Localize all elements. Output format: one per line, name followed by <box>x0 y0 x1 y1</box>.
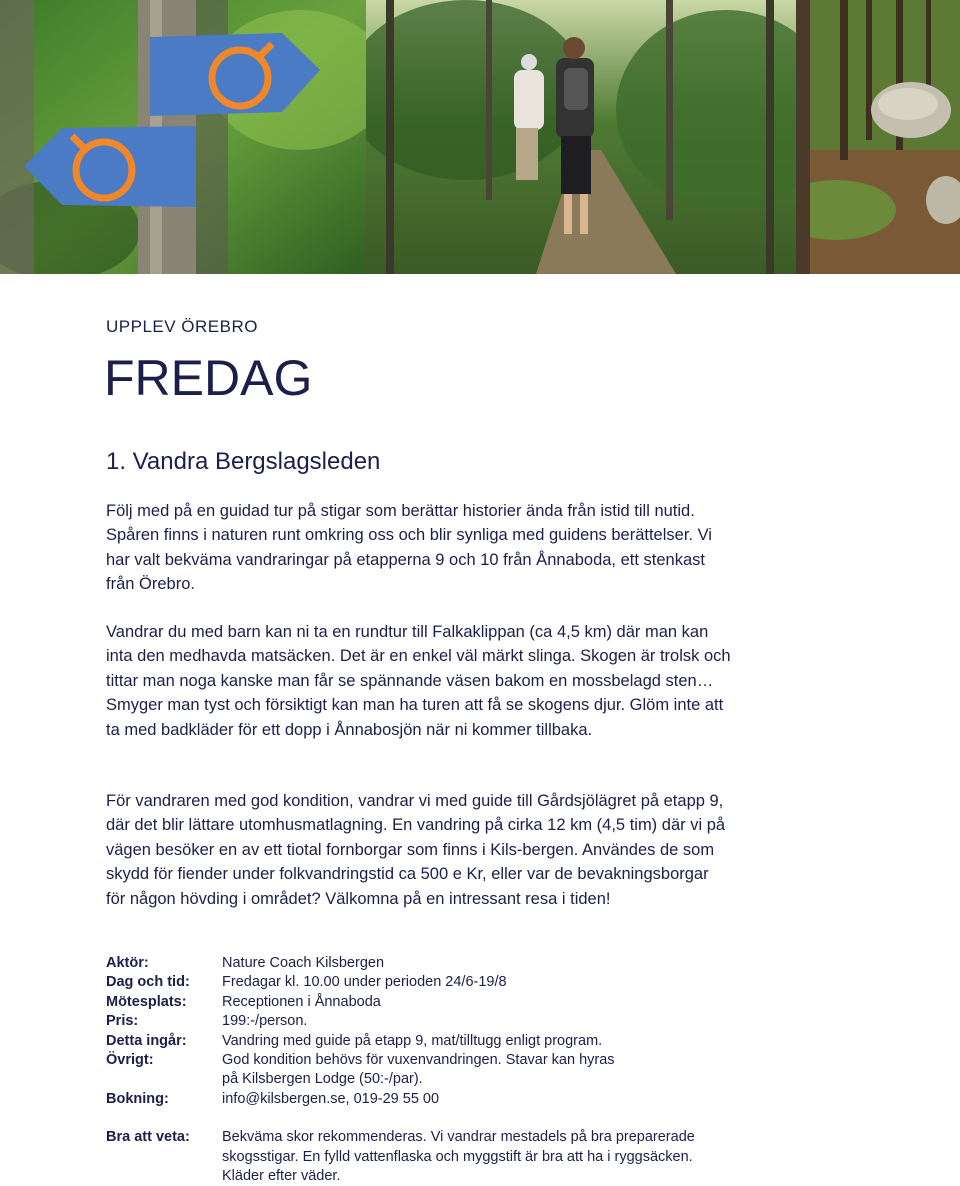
other-label: Övrigt: <box>106 1052 154 1069</box>
forest-photo <box>796 0 960 274</box>
included-label: Detta ingår: <box>106 1032 187 1049</box>
info-row-good-to-know <box>106 1128 726 1186</box>
page-title: FREDAG <box>104 350 313 406</box>
info-row-meeting <box>106 993 726 1012</box>
section-label: UPPLEV ÖREBRO <box>106 317 258 336</box>
time-value: Fredagar kl. 10.00 under perioden 24/6-19/8 <box>222 974 507 991</box>
price-label: Pris: <box>106 1013 139 1030</box>
other-value-line1: God kondition behövs för vuxenvandringen. Stavar kan hyras <box>222 1052 615 1069</box>
activity-title: 1. Vandra Bergslagsleden <box>106 448 381 475</box>
paragraph-intro: Följ med på en guidad tur på stigar som berättar historier ända från istid till nutid. Spåren finns i naturen runt omkring oss och blir synliga med guidens berättelser. Vi har valt bekväma vandraringar på etapperna 9 och 10 från Ånnaboda, ett stenkast från Örebro. <box>106 502 712 594</box>
hikers-photo <box>366 0 796 274</box>
good-to-know-line3: Kläder efter väder. <box>222 1168 341 1185</box>
info-row-other <box>106 1051 726 1090</box>
trail-signs-photo <box>0 0 366 274</box>
included-value: Vandring med guide på etapp 9, mat/tilltugg enligt program. <box>222 1032 603 1049</box>
booking-label: Bokning: <box>106 1090 169 1107</box>
photo-strip <box>0 0 960 274</box>
info-row-price <box>106 1012 726 1031</box>
good-to-know-line1: Bekväma skor rekommenderas. Vi vandrar mestadels på bra preparerade <box>222 1129 695 1146</box>
paragraph-adults: För vandraren med god kondition, vandrar vi med guide till Gårdsjölägret på etapp 9, där det blir lättare utomhusmatlagning. En vandring på cirka 12 km (4,5 tim) där vi på vägen besöker en av ett tiotal fornborgar som finns i Kils-bergen. Användes de som skydd för fiender under folkvandringstid ca 500 e Kr, eller var de bevakningsborgar för någon hövding i området? Välkomna på en intressant resa i tiden! <box>106 792 726 908</box>
info-row-time <box>106 973 726 992</box>
meeting-label: Mötesplats: <box>106 993 187 1010</box>
actor-value: Nature Coach Kilsbergen <box>222 955 385 971</box>
paragraph-children: Vandrar du med barn kan ni ta en rundtur till Falkaklippan (ca 4,5 km) där man kan inta den medhavda matsäcken. Det är en enkel väl märkt slinga. Skogen är trolsk och tittar man noga kanske man får se spännande väsen bakom en mossbelagd sten… Smyger man tyst och försiktigt kan man ha turen att få se skogens djur. Glöm inte att ta med badkläder för ett dopp i Ånnabosjön när ni kommer tillbaka. <box>106 623 731 739</box>
info-row-actor <box>106 954 726 973</box>
meeting-value: Receptionen i Ånnaboda <box>222 993 381 1010</box>
info-row-included <box>106 1032 726 1051</box>
booking-value: info@kilsbergen.se, 019-29 55 00 <box>222 1090 440 1107</box>
good-to-know-label: Bra att veta: <box>106 1129 190 1146</box>
info-row-booking <box>106 1090 726 1109</box>
time-label: Dag och tid: <box>106 974 190 991</box>
actor-label: Aktör: <box>106 955 149 971</box>
price-value: 199:-/person. <box>222 1013 308 1030</box>
good-to-know-line2: skogsstigar. En fylld vattenflaska och myggstift är bra att ha i ryggsäcken. <box>222 1148 693 1165</box>
other-value-line2: på Kilsbergen Lodge (50:-/par). <box>222 1071 423 1088</box>
info-table <box>106 954 726 1186</box>
